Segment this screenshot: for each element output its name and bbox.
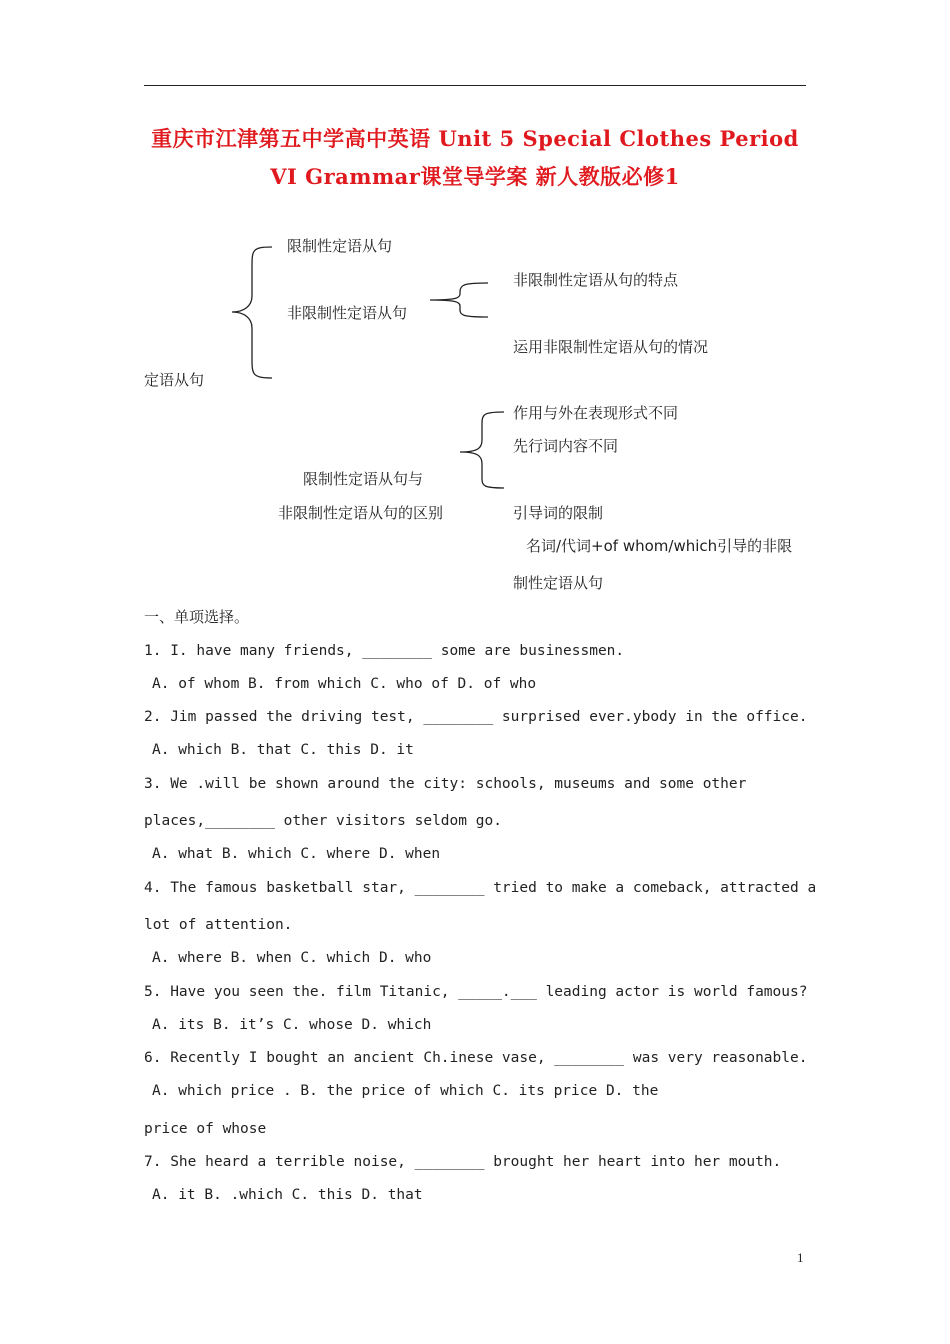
diagram-diff-item: 名词/代词+of whom/which引导的非限 [526,537,793,555]
diagram-diff-item: 制性定语从句 [513,574,604,592]
question-options: A. it B. .which C. this D. that [152,1187,423,1203]
question-stem: 6. Recently I bought an ancient Ch.inese vase, ________ was very reasonable. [144,1050,808,1066]
question-stem-continued: lot of attention. [144,917,293,933]
question-stem-continued: places,________ other visitors seldom go. [144,813,502,829]
difference-brace [460,412,504,488]
question-stem: 7. She heard a terrible noise, ________ brought her heart into her mouth. [144,1154,782,1170]
question-stem: 4. The famous basketball star, ________ tried to make a comeback, attracted a [144,880,817,896]
title-line-2: VI Grammar课堂导学案 新人教版必修1 [270,164,680,189]
question-options: A. what B. which C. where D. when [152,846,441,862]
diagram-diff-item: 引导词的限制 [513,504,604,522]
question-stem: 1. I. have many friends, ________ some are businessmen. [144,643,625,659]
diagram-diff-label: 限制性定语从句与 [303,470,424,488]
question-options: A. of whom B. from which C. who of D. of who [152,676,537,692]
question-options-continued: price of whose [144,1121,267,1137]
diagram-nonrestrictive-usage: 运用非限制性定语从句的情况 [513,338,709,356]
question-options: A. which B. that C. this D. it [152,742,414,758]
title-line-1: 重庆市江津第五中学高中英语 Unit 5 Special Clothes Period [151,126,799,151]
diagram-root: 定语从句 [144,371,205,389]
diagram-restrictive: 限制性定语从句 [287,237,393,255]
question-stem: 2. Jim passed the driving test, ________ surprised ever.ybody in the office. [144,709,808,725]
question-options: A. its B. it’s C. whose D. which [152,1017,432,1033]
diagram-diff-item: 先行词内容不同 [513,437,619,455]
page-number: 1 [797,1250,804,1265]
diagram-diff-label: 非限制性定语从句的区别 [278,504,444,522]
root-brace [232,247,272,378]
diagram-nonrestrictive-feature: 非限制性定语从句的特点 [513,271,679,289]
diagram-nonrestrictive: 非限制性定语从句 [287,304,408,322]
section-heading: 一、单项选择。 [144,608,250,626]
question-stem: 5. Have you seen the. film Titanic, _____.___ leading actor is world famous? [144,984,808,1000]
nonrestrictive-brace [430,283,488,317]
question-stem: 3. We .will be shown around the city: schools, museums and some other [144,776,747,792]
question-options: A. which price . B. the price of which C. its price D. the [152,1083,659,1099]
question-options: A. where B. when C. which D. who [152,950,432,966]
diagram-diff-item: 作用与外在表现形式不同 [513,404,679,422]
